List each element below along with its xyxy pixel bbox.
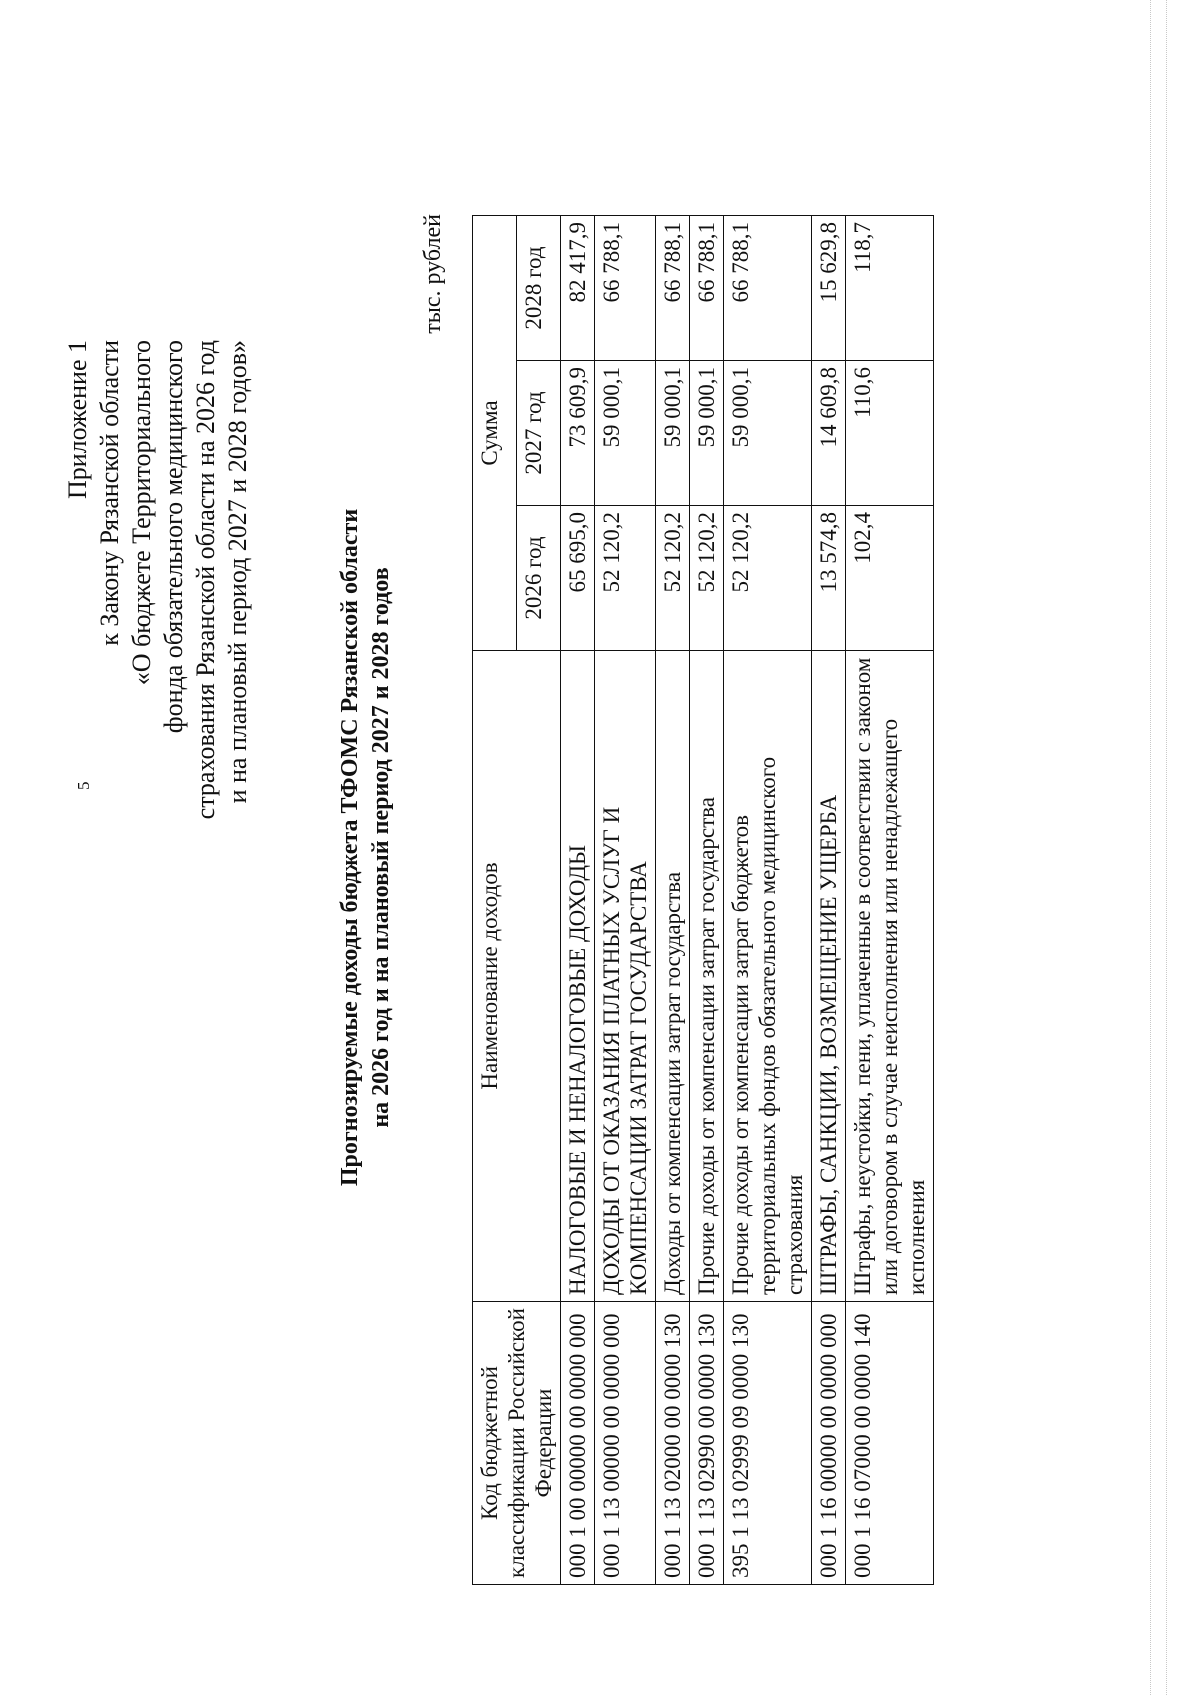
row-value-2026: 102,4: [846, 506, 934, 651]
row-value-2027: 110,6: [846, 361, 934, 506]
row-code: 395 1 13 02999 09 0000 130: [724, 1302, 812, 1585]
header-code: Код бюджетной классификации Российской Федерации: [473, 1302, 561, 1585]
row-value-2027: 59 000,1: [690, 361, 724, 506]
page-number: 5: [74, 781, 93, 790]
appendix-line: и на плановый период 2027 и 2028 годов»: [223, 340, 252, 804]
title-line-2: на 2026 год и на плановый период 2027 и 2028 годов: [368, 567, 394, 1128]
appendix-line: к Закону Рязанской области: [95, 340, 124, 646]
row-value-2026: 65 695,0: [561, 506, 595, 651]
row-value-2027: 59 000,1: [656, 361, 690, 506]
table-header-row: [473, 216, 517, 1585]
appendix-line: фонда обязательного медицинского: [159, 340, 188, 734]
row-name: Прочие доходы от компенсации затрат государства: [690, 651, 724, 1302]
header-year-2026: 2026 год: [517, 506, 561, 651]
row-name: Штрафы, неустойки, пени, уплаченные в соответствии с законом или договором в случае неисполнения или ненадлежащего исполнения: [846, 651, 934, 1302]
row-value-2027: 59 000,1: [595, 361, 656, 506]
row-value-2027: 73 609,9: [561, 361, 595, 506]
row-code: 000 1 13 00000 00 0000 000: [595, 1302, 656, 1585]
appendix-line: «О бюджете Территориального: [127, 340, 156, 686]
row-code: 000 1 13 02990 00 0000 130: [690, 1302, 724, 1585]
row-value-2028: 118,7: [846, 216, 934, 361]
header-year-2027: 2027 год: [517, 361, 561, 506]
table-row: [846, 216, 934, 1585]
appendix-line: Приложение 1: [63, 340, 92, 500]
row-value-2026: 52 120,2: [690, 506, 724, 651]
row-code: 000 1 16 07000 00 0000 140: [846, 1302, 934, 1585]
table-row: [561, 216, 595, 1585]
row-name: Доходы от компенсации затрат государства: [656, 651, 690, 1302]
revenue-table: [472, 215, 934, 1585]
row-value-2028: 66 788,1: [656, 216, 690, 361]
row-name: НАЛОГОВЫЕ И НЕНАЛОГОВЫЕ ДОХОДЫ: [561, 651, 595, 1302]
row-code: 000 1 16 00000 00 0000 000: [812, 1302, 846, 1585]
table-row: [690, 216, 724, 1585]
table-row: [724, 216, 812, 1585]
row-name: ШТРАФЫ, САНКЦИИ, ВОЗМЕЩЕНИЕ УЩЕРБА: [812, 651, 846, 1302]
header-name: Наименование доходов: [473, 651, 561, 1302]
units-label: тыс. рублей: [420, 214, 446, 334]
header-sum: Сумма: [473, 216, 517, 651]
title-line-1: Прогнозируемые доходы бюджета ТФОМС Рязанской области: [337, 508, 363, 1187]
row-value-2026: 13 574,8: [812, 506, 846, 651]
row-value-2027: 14 609,8: [812, 361, 846, 506]
row-code: 000 1 13 02000 00 0000 130: [656, 1302, 690, 1585]
row-value-2028: 66 788,1: [595, 216, 656, 361]
header-year-2028: 2028 год: [517, 216, 561, 361]
row-value-2028: 82 417,9: [561, 216, 595, 361]
table-row: [656, 216, 690, 1585]
appendix-header: [62, 340, 254, 1040]
row-value-2027: 59 000,1: [724, 361, 812, 506]
document-title: [335, 0, 397, 1695]
row-name: ДОХОДЫ ОТ ОКАЗАНИЯ ПЛАТНЫХ УСЛУГ И КОМПЕНСАЦИИ ЗАТРАТ ГОСУДАРСТВА: [595, 651, 656, 1302]
row-value-2026: 52 120,2: [724, 506, 812, 651]
row-value-2026: 52 120,2: [656, 506, 690, 651]
row-value-2028: 66 788,1: [690, 216, 724, 361]
table-row: [595, 216, 656, 1585]
appendix-line: страхования Рязанской области на 2026 год: [191, 340, 220, 820]
row-name: Прочие доходы от компенсации затрат бюджетов территориальных фондов обязательного медицинского страхования: [724, 651, 812, 1302]
row-value-2028: 15 629,8: [812, 216, 846, 361]
row-code: 000 1 00 00000 00 0000 000: [561, 1302, 595, 1585]
table-row: [812, 216, 846, 1585]
row-value-2028: 66 788,1: [724, 216, 812, 361]
row-value-2026: 52 120,2: [595, 506, 656, 651]
